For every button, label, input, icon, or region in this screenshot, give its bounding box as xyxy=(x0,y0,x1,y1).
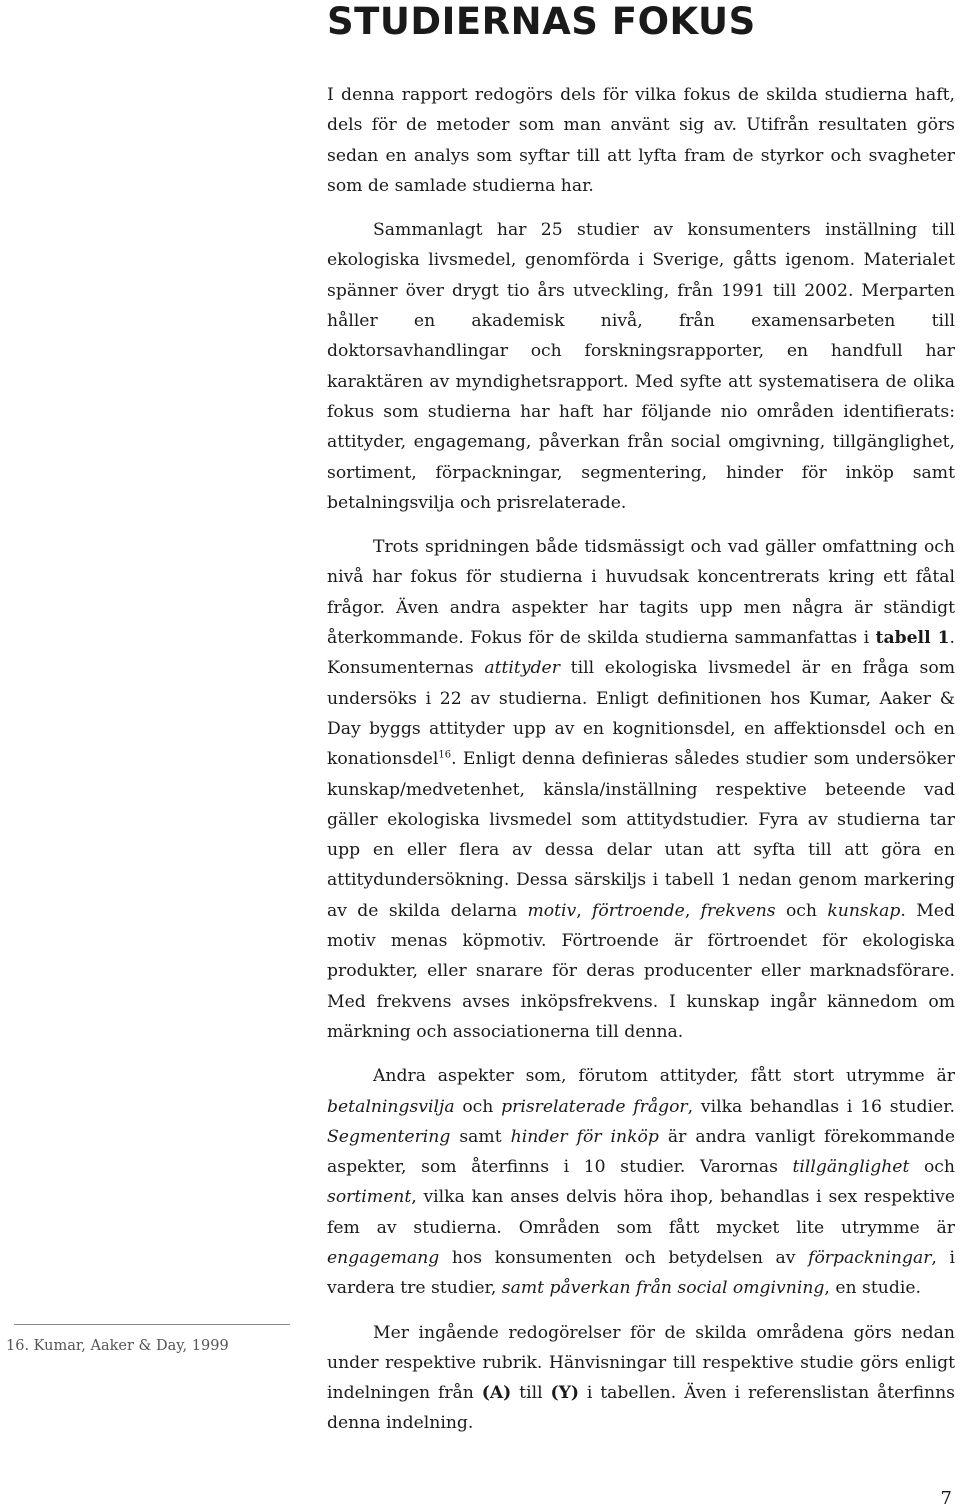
footnote-divider xyxy=(14,1324,290,1325)
text-run: . Konsumenternas xyxy=(327,628,956,679)
text-run: i tabellen. Även i referenslistan återfinns denna indelning. xyxy=(327,1383,955,1434)
text-run: . Enligt denna definieras således studier som undersöker kunskap/medvetenhet, känsla/inställning respektive beteende vad gäller ekologiska livsmedel som attitydstudier. Fyra av studierna tar upp en eller flera av dessa delar utan att syfta till att göra en attitydundersökning. Dessa särskiljs i tabell 1 nedan genom markering av de skilda delarna xyxy=(327,749,955,921)
table-reference: tabell 1 xyxy=(875,628,950,649)
text-run: samt xyxy=(450,1126,511,1147)
body-text xyxy=(327,80,955,1453)
text-run: är andra vanligt förekommande aspekter, som återfinns i 10 studier. Varornas xyxy=(327,1126,955,1178)
term-fortroende: förtroende xyxy=(592,900,685,921)
term-engagemang: engagemang xyxy=(327,1247,440,1268)
term-betalningsvilja: betalningsvilja xyxy=(327,1096,455,1117)
paragraph-studies: Sammanlagt har 25 studier av konsumenters inställning till ekologiska livsmedel, genomförda i Sverige, gåtts igenom. Materialet spänner över drygt tio års utveckling, från 1991 till 2002. Merparten håller en akademisk nivå, från examensarbeten till doktorsavhandlingar och forskningsrapporter, en handfull har karaktären av myndighetsrapport. Med syfte att systematisera de olika fokus som studierna har haft har följande nio områden identifierats: attityder, engagemang, påverkan från social omgivning, tillgänglighet, sortiment, förpackningar, segmentering, hinder för inköp samt betalningsvilja och prisrelaterade. xyxy=(327,220,955,513)
footnote: 16. Kumar, Aaker & Day, 1999 xyxy=(6,1338,229,1354)
text-run: och xyxy=(909,1157,955,1178)
text-run: till xyxy=(511,1383,551,1404)
text-run: och xyxy=(775,900,828,921)
text-run: , vilka behandlas i 16 studier. xyxy=(687,1096,955,1117)
index-start: (A) xyxy=(481,1383,512,1404)
footnote-marker: 16 xyxy=(438,749,452,761)
page-title: STUDIERNAS FOKUS xyxy=(327,0,756,43)
term-hinder: hinder för inköp xyxy=(510,1126,659,1147)
term-frekvens: frekvens xyxy=(700,900,776,921)
term-social-paverkan: samt påverkan från social omgivning xyxy=(501,1278,825,1299)
text-run: Andra aspekter som, förutom attityder, fått stort utrymme är xyxy=(373,1066,955,1087)
text-run: , i vardera tre studier, xyxy=(327,1247,955,1299)
term-tillganglighet: tillgänglighet xyxy=(792,1157,910,1178)
paragraph-intro: I denna rapport redogörs dels för vilka fokus de skilda studierna haft, dels för de metoder som man använt sig av. Utifrån resultaten görs sedan en analys som syftar till att lyfta fram de styrkor och svagheter som de samlade studierna har. xyxy=(327,85,955,196)
paragraph-aspects xyxy=(327,1061,955,1303)
text-run: Trots spridningen både tidsmässigt och vad gäller omfattning och nivå har fokus för studierna i huvudsak koncentrerats kring ett fåtal frågor. Även andra aspekter har tagits upp men några är ständigt återkommande. Fokus för de skilda studierna sammanfattas i xyxy=(327,537,955,649)
text-run: och xyxy=(454,1096,502,1117)
text-run: . Med motiv menas köpmotiv. Förtroende är förtroendet för ekologiska produkter, eller snarare för deras producenter eller marknadsförare. Med frekvens avses inköpsfrekvens. I kunskap ingår kännedom om märkning och associationerna till denna. xyxy=(327,900,955,1042)
text-run: hos konsumenten och betydelsen av xyxy=(439,1247,809,1268)
paragraph-focus xyxy=(327,532,955,1047)
page-number: 7 xyxy=(940,1488,952,1509)
text-run: , vilka kan anses delvis höra ihop, behandlas i sex respektive fem av studierna. Områden som fått mycket lite utrymme är xyxy=(327,1187,955,1238)
text-run: , en studie. xyxy=(824,1278,921,1299)
term-prisrelaterade: prisrelaterade frågor xyxy=(501,1096,688,1117)
text-run: , xyxy=(684,900,701,921)
term-kunskap: kunskap xyxy=(827,900,901,921)
term-segmentering: Segmentering xyxy=(327,1126,451,1147)
term-forpackningar: förpackningar xyxy=(808,1247,932,1268)
term-motiv: motiv xyxy=(527,900,577,921)
paragraph-references xyxy=(327,1318,955,1439)
text-run: Mer ingående redogörelser för de skilda områdena görs nedan under respektive rubrik. Hänvisningar till respektive studie görs enligt indelningen från xyxy=(327,1322,955,1404)
term-attityder: attityder xyxy=(484,658,560,679)
text-run: till ekologiska livsmedel är en fråga som undersöks i 22 av studierna. Enligt definitionen hos Kumar, Aaker & Day byggs attityder upp av en kognitionsdel, en affektionsdel och en konationsdel xyxy=(327,658,956,770)
text-run: , xyxy=(576,900,593,921)
term-sortiment: sortiment xyxy=(327,1187,412,1208)
index-end: (Y) xyxy=(550,1383,579,1404)
